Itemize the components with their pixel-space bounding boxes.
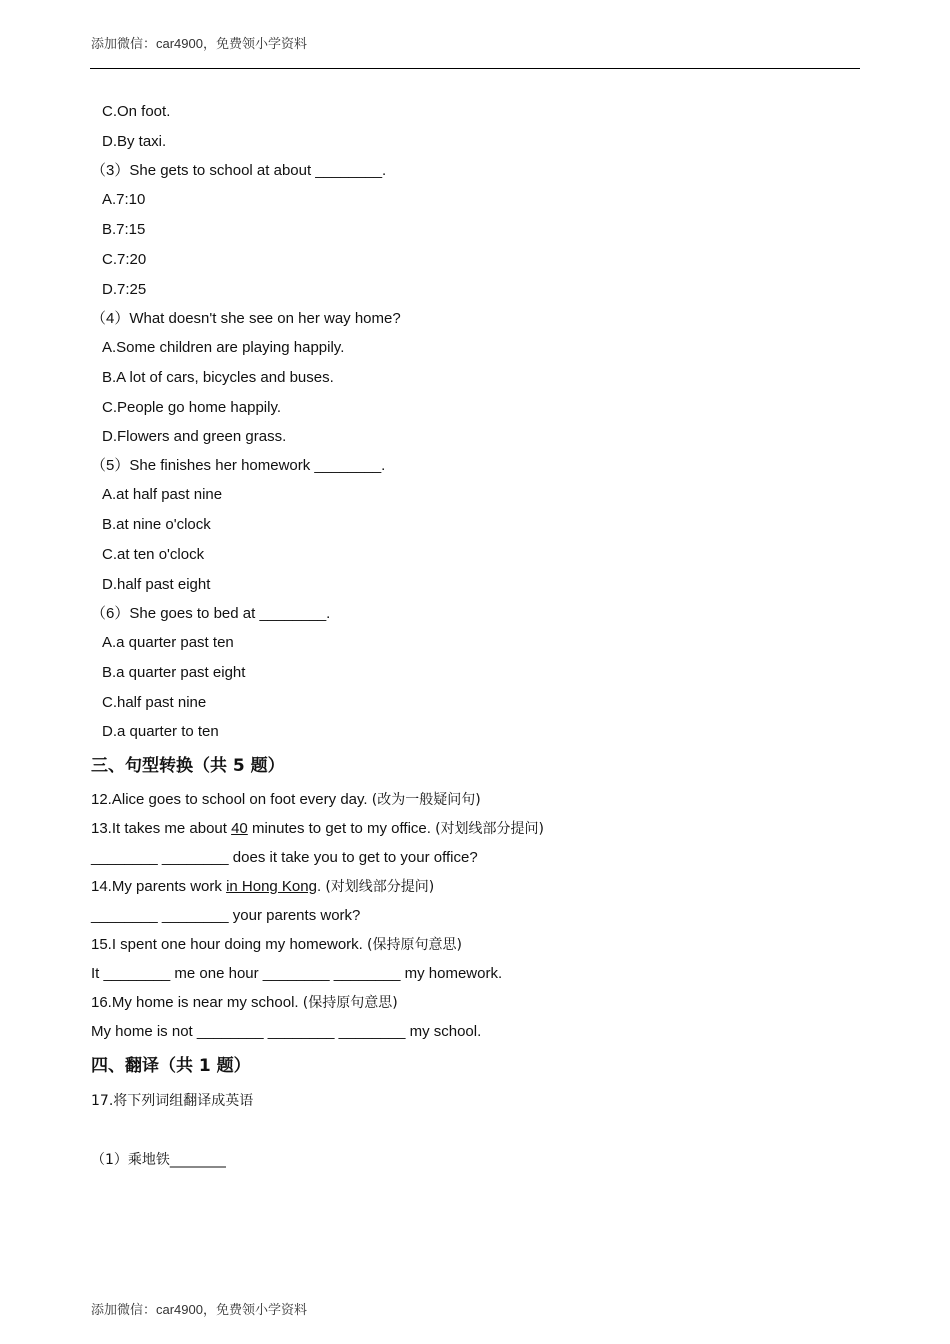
q3-option-b: B.7:15 xyxy=(102,221,146,238)
q6-option-b: B.a quarter past eight xyxy=(102,664,246,681)
q6-option-d: D.a quarter to ten xyxy=(102,723,219,740)
q4-option-a: A.Some children are playing happily. xyxy=(102,339,345,356)
q4-stem: （4）What doesn't she see on her way home? xyxy=(91,310,401,327)
q5-option-b: B.at nine o'clock xyxy=(102,516,211,533)
q6-option-a: A.a quarter past ten xyxy=(102,634,234,651)
q2-option-d: D.By taxi. xyxy=(102,133,167,150)
q3-stem: （3）She gets to school at about ________. xyxy=(91,162,387,179)
page-header: 添加微信：car4900，免费领小学资料 xyxy=(91,36,307,51)
q4-option-b: B.A lot of cars, bicycles and buses. xyxy=(102,369,334,386)
q6-option-c: C.half past nine xyxy=(102,694,207,711)
q5-stem: （5）She finishes her homework ________. xyxy=(91,457,386,474)
q16-answer-line: My home is not ________ ________ ________ my school. xyxy=(91,1023,482,1040)
q13-underlined: 40 xyxy=(231,820,248,837)
q14-underlined: in Hong Kong xyxy=(226,878,317,895)
q17-sub-1: （1）乘地铁________ xyxy=(91,1152,226,1168)
q4-option-c: C.People go home happily. xyxy=(102,399,282,416)
q12: 12.Alice goes to school on foot every day. (改为一般疑问句) xyxy=(91,791,481,808)
page-footer: 添加微信：car4900，免费领小学资料 xyxy=(91,1302,307,1317)
q15: 15.I spent one hour doing my homework. (保持原句意思) xyxy=(91,936,462,953)
q5-option-a: A.at half past nine xyxy=(102,486,223,503)
q3-option-a: A.7:10 xyxy=(102,191,146,208)
q2-option-c: C.On foot. xyxy=(102,103,171,120)
q6-stem: （6）She goes to bed at ________. xyxy=(91,605,331,622)
header-divider xyxy=(90,68,860,69)
q13-answer-line: ________ ________ does it take you to get to your office? xyxy=(91,849,478,866)
q14: 14.My parents work in Hong Kong. (对划线部分提问) xyxy=(91,878,435,895)
q16: 16.My home is near my school. (保持原句意思) xyxy=(91,994,398,1011)
section-3-heading: 三、句型转换（共 5 题） xyxy=(91,756,285,776)
q13: 13.It takes me about 40 minutes to get to my office. (对划线部分提问) xyxy=(91,820,545,837)
q4-option-d: D.Flowers and green grass. xyxy=(102,428,287,445)
q3-option-d: D.7:25 xyxy=(102,281,147,298)
q5-option-c: C.at ten o'clock xyxy=(102,546,205,563)
q14-answer-line: ________ ________ your parents work? xyxy=(91,907,361,924)
q17: 17.将下列词组翻译成英语 xyxy=(91,1093,254,1109)
q15-answer-line: It ________ me one hour ________ ________ my homework. xyxy=(91,965,503,982)
q5-option-d: D.half past eight xyxy=(102,576,211,593)
q3-option-c: C.7:20 xyxy=(102,251,147,268)
section-4-heading: 四、翻译（共 1 题） xyxy=(91,1056,251,1076)
